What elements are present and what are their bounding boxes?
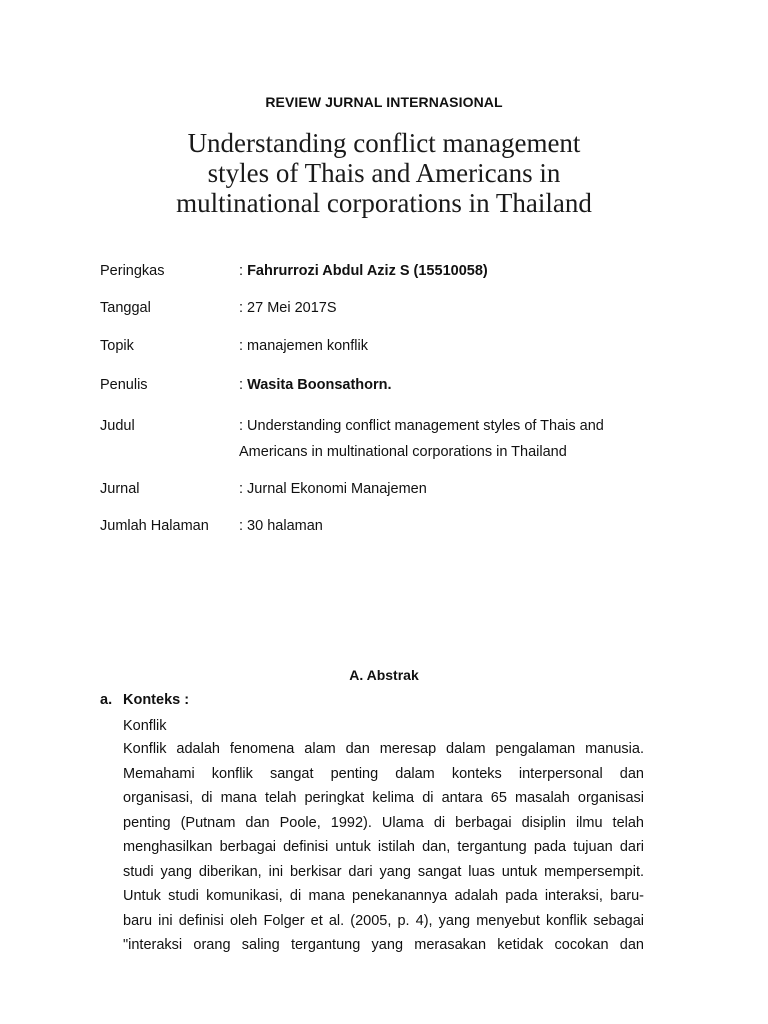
- subsection-label: Konteks :: [123, 692, 190, 708]
- section-heading-abstrak: A. Abstrak: [349, 667, 419, 683]
- meta-value-line: Americans in multinational corporations in Thailand: [239, 444, 567, 460]
- meta-key: Topik: [100, 338, 134, 354]
- meta-value: : Jurnal Ekonomi Manajemen: [239, 481, 427, 497]
- list-marker: a.: [100, 692, 113, 708]
- paragraph-line: "interaksi orang saling tergantung yang merasakan ketidak cocokan dan: [123, 937, 644, 953]
- meta-value: : manajemen konflik: [239, 338, 368, 354]
- meta-key: Jumlah Halaman: [100, 518, 209, 534]
- article-title-line: styles of Thais and Americans in: [207, 158, 561, 188]
- meta-key: Peringkas: [100, 263, 165, 279]
- paragraph-line: studi yang diberikan, ini berkisar dari yang sangat luas untuk mempersempit.: [123, 863, 644, 880]
- meta-value-bold: Wasita Boonsathorn.: [247, 377, 392, 393]
- meta-colon: :: [239, 263, 248, 279]
- context-topic: Konflik: [123, 718, 167, 734]
- article-title: [84, 128, 684, 218]
- meta-key: Judul: [100, 418, 135, 434]
- meta-key: Tanggal: [100, 300, 151, 316]
- meta-colon: :: [239, 377, 248, 393]
- meta-value: : 27 Mei 2017S: [239, 300, 337, 316]
- article-title-line: multinational corporations in Thailand: [176, 188, 592, 218]
- paragraph-line: organisasi, di mana telah peringkat kelima di antara 65 masalah organisasi: [123, 790, 644, 806]
- paragraph-line: Untuk studi komunikasi, di mana penekanannya adalah pada interaksi, baru-: [123, 888, 644, 904]
- meta-value-line: : Understanding conflict management styles of Thais and: [239, 418, 604, 434]
- subsection-heading-konteks: [100, 692, 189, 708]
- meta-value: : 30 halaman: [239, 518, 323, 534]
- paragraph-line: penting (Putnam dan Poole, 1992). Ulama di berbagai disiplin ilmu telah: [123, 814, 644, 831]
- document-header: REVIEW JURNAL INTERNASIONAL: [265, 94, 503, 110]
- meta-key: Jurnal: [100, 481, 140, 497]
- meta-value: [239, 258, 659, 284]
- meta-value-bold: Fahrurrozi Abdul Aziz S (15510058): [247, 263, 488, 279]
- meta-key: Penulis: [100, 377, 148, 393]
- paragraph-line: Memahami konflik sangat penting dalam konteks interpersonal dan: [123, 765, 644, 782]
- meta-value: [239, 372, 659, 398]
- paragraph-line: Konflik adalah fenomena alam dan meresap dalam pengalaman manusia.: [123, 741, 644, 757]
- paragraph-line: baru ini definisi oleh Folger et al. (2005, p. 4), yang menyebut konflik sebagai: [123, 912, 644, 929]
- article-title-line: Understanding conflict management: [187, 128, 581, 158]
- paragraph-line: menghasilkan berbagai definisi untuk istilah dan, tergantung pada tujuan dari: [123, 839, 644, 855]
- meta-value: [239, 413, 659, 465]
- context-paragraph: [123, 737, 644, 958]
